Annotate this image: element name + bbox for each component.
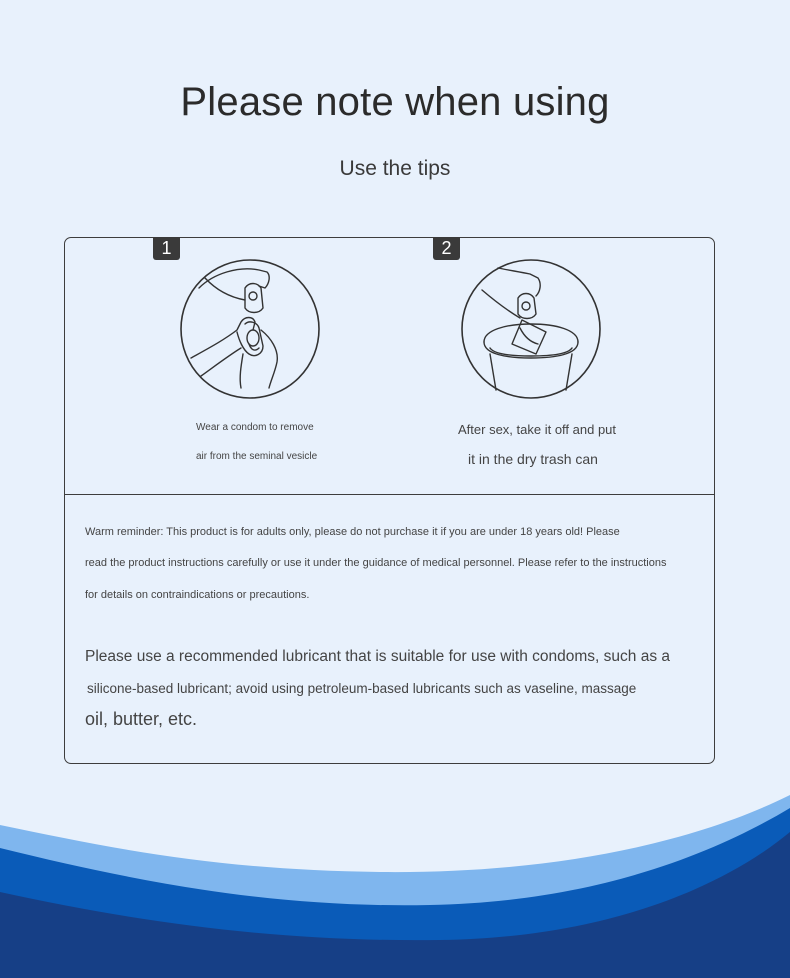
lubricant-line-2: silicone-based lubricant; avoid using petroleum-based lubricants such as vaseline, massage: [87, 681, 637, 696]
footer-wave: [0, 780, 790, 978]
step-2-caption-line-2: it in the dry trash can: [468, 451, 598, 467]
step-2-badge: 2: [433, 237, 460, 260]
remove-air-illustration: [179, 258, 321, 400]
step-2-caption-line-1: After sex, take it off and put: [458, 422, 617, 437]
step-1-caption-line-2: air from the seminal vesicle: [196, 451, 318, 462]
warning-line-1: Warm reminder: This product is for adults only, please do not purchase it if you are under 18 years old! Please: [85, 526, 620, 538]
card-divider: [65, 494, 714, 495]
page-subtitle: Use the tips: [339, 157, 451, 180]
step-1-caption-line-1: Wear a condom to remove: [196, 422, 314, 433]
step-1-badge: 1: [153, 237, 180, 260]
warning-line-2: read the product instructions carefully or use it under the guidance of medical personnel. Please refer to the instructions: [85, 557, 667, 569]
lubricant-line-3: oil, butter, etc.: [85, 709, 198, 729]
lubricant-line-1: Please use a recommended lubricant that is suitable for use with condoms, such as a: [85, 648, 671, 665]
page-title: Please note when using: [180, 80, 610, 124]
tips-card: [64, 237, 715, 764]
warning-line-3: for details on contraindications or precautions.: [85, 589, 310, 601]
trash-can-illustration: [460, 258, 602, 400]
